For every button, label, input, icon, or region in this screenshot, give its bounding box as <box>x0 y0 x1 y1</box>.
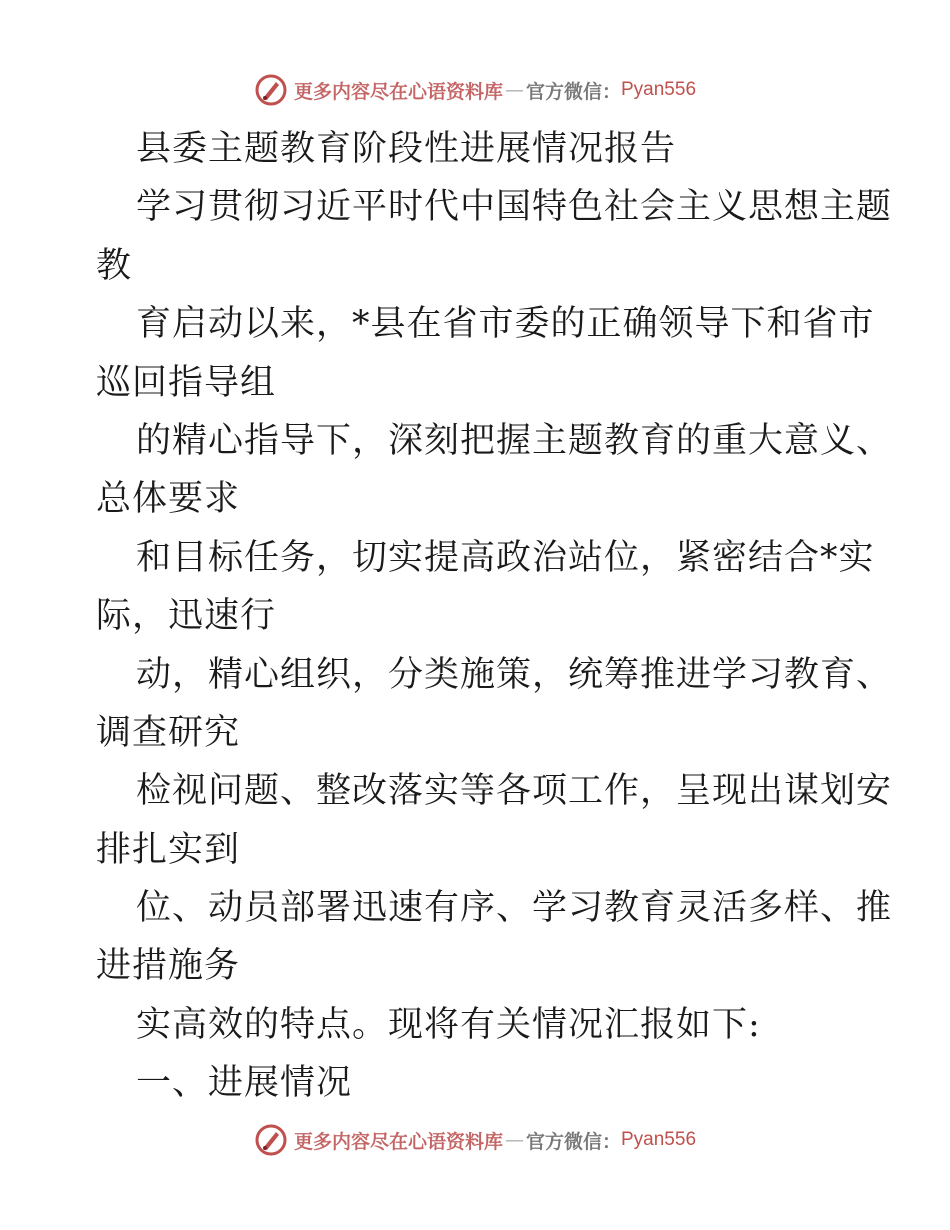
text-line: 位、动员部署迅速有序、学习教育灵活多样、推 <box>136 888 893 929</box>
document-title: 县委主题教育阶段性进展情况报告 <box>136 129 677 169</box>
text-line: 排扎实到 <box>96 829 241 870</box>
text-line: 学习贯彻习近平时代中国特色社会主义思想主题 <box>136 187 893 228</box>
header-watermark <box>0 70 950 110</box>
text-line: 教 <box>96 245 133 286</box>
text-line: 实高效的特点。现将有关情况汇报如下: <box>136 1004 761 1045</box>
footer-watermark <box>0 1120 950 1160</box>
watermark-account: Pyan556 <box>621 1129 697 1150</box>
watermark-account: Pyan556 <box>621 79 697 100</box>
text-line: 和目标任务，切实提高政治站位，紧密结合*实 <box>136 537 875 578</box>
text-line: 调查研究 <box>96 712 241 753</box>
text-line: 检视问题、整改落实等各项工作，呈现出谋划安 <box>136 771 893 812</box>
pen-circle-logo-icon <box>254 73 288 107</box>
watermark-text: 更多内容尽在心语资料库 <box>293 1130 503 1153</box>
section-heading: 一、进展情况 <box>136 1063 353 1104</box>
text-line: 巡回指导组 <box>96 362 277 403</box>
watermark-text: 更多内容尽在心语资料库 <box>293 80 503 103</box>
watermark-brand: 官方微信： <box>525 1130 621 1153</box>
text-line: 动，精心组织，分类施策，统筹推进学习教育、 <box>136 654 893 695</box>
watermark-separator: — <box>504 1129 524 1151</box>
text-line: 际，迅速行 <box>96 596 277 637</box>
text-line: 总体要求 <box>96 479 241 520</box>
text-line: 育启动以来，*县在省市委的正确领导下和省市 <box>136 304 875 345</box>
watermark-separator: — <box>504 79 524 101</box>
watermark-brand: 官方微信： <box>525 80 621 103</box>
text-line: 进措施务 <box>96 946 241 987</box>
text-line: 的精心指导下，深刻把握主题教育的重大意义、 <box>136 420 893 461</box>
document-body <box>96 120 893 1113</box>
pen-circle-logo-icon <box>254 1123 288 1157</box>
